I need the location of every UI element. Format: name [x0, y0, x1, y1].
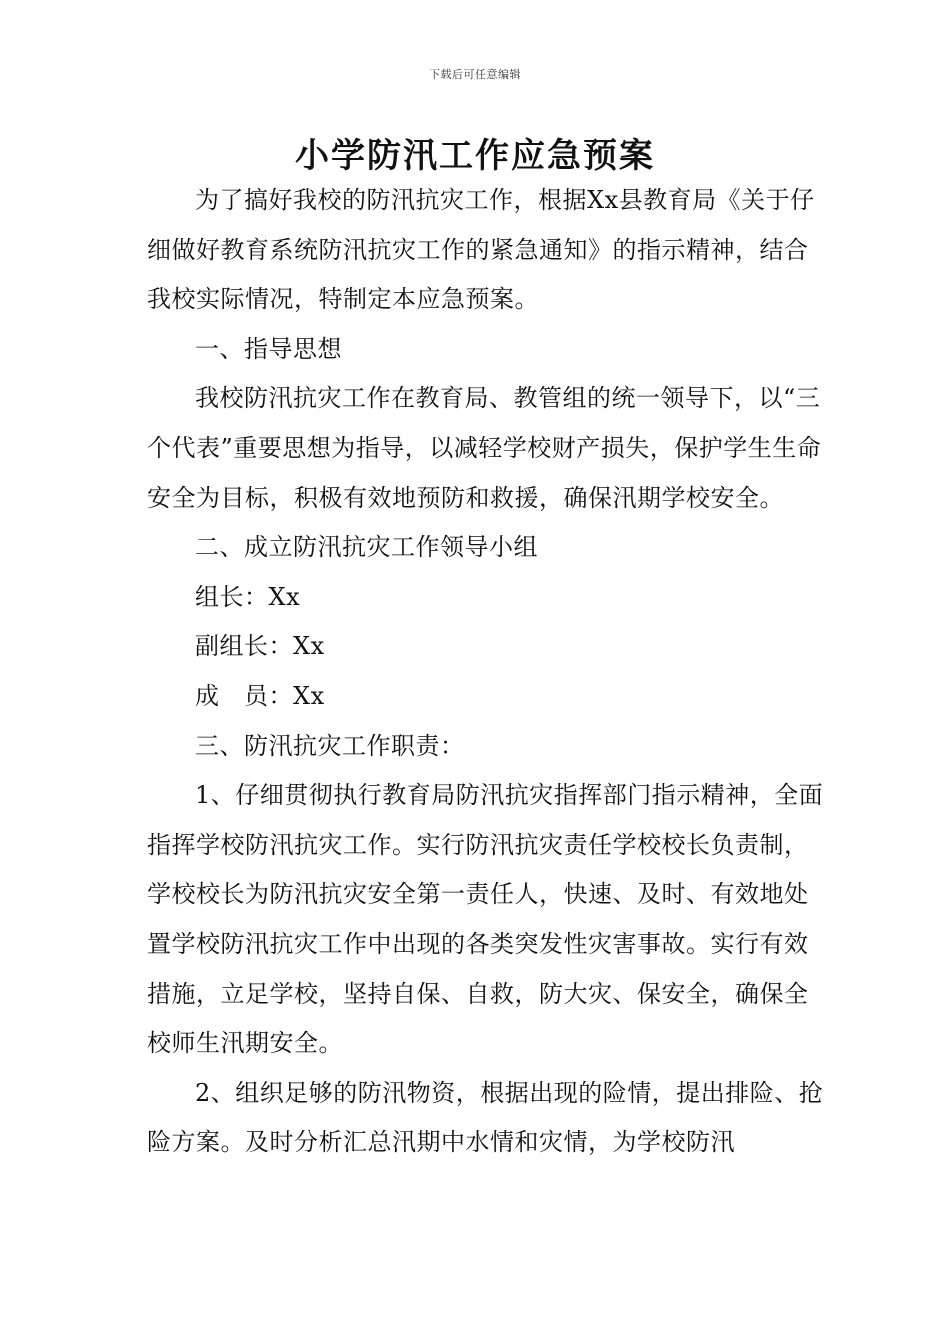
group-leader-line: 组长：Xx — [195, 582, 301, 611]
section-heading-responsibilities: 三、防汛抗灾工作职责： — [195, 731, 465, 760]
document-body — [147, 176, 832, 1168]
members-line: 成 员：Xx — [195, 681, 325, 710]
responsibility-item-1: 1、仔细贯彻执行教育局防汛抗灾指挥部门指示精神，全面指挥学校防汛抗灾工作。实行防汛抗灾责任学校校长负责制，学校校长为防汛抗灾安全第一责任人，快速、及时、有效地处置学校防汛抗灾工作中出现的各类突发性灾害事故。实行有效措施，立足学校，坚持自保、自救，防大灾、保安全，确保全校师生汛期安全。 — [147, 781, 824, 1058]
paragraph-guiding-ideology: 我校防汛抗灾工作在教育局、教管组的统一领导下，以“三个代表”重要思想为指导，以减轻学校财产损失，保护学生生命安全为目标，积极有效地预防和救援，确保汛期学校安全。 — [147, 384, 822, 512]
section-heading-leadership-group: 二、成立防汛抗灾工作领导小组 — [195, 533, 538, 562]
paragraph-intro: 为了搞好我校的防汛抗灾工作，根据Xx县教育局《关于仔细做好教育系统防汛抗灾工作的紧急通知》的指示精神，结合我校实际情况，特制定本应急预案。 — [147, 186, 815, 314]
section-heading-guiding-ideology: 一、指导思想 — [195, 334, 342, 363]
document-title: 小学防汛工作应急预案 — [295, 136, 655, 176]
responsibility-item-2: 2、组织足够的防汛物资，根据出现的险情，提出排险、抢险方案。及时分析汇总汛期中水情和灾情，为学校防汛 — [147, 1078, 824, 1157]
header-note: 下载后可任意编辑 — [429, 68, 521, 81]
deputy-leader-line: 副组长：Xx — [195, 632, 325, 661]
